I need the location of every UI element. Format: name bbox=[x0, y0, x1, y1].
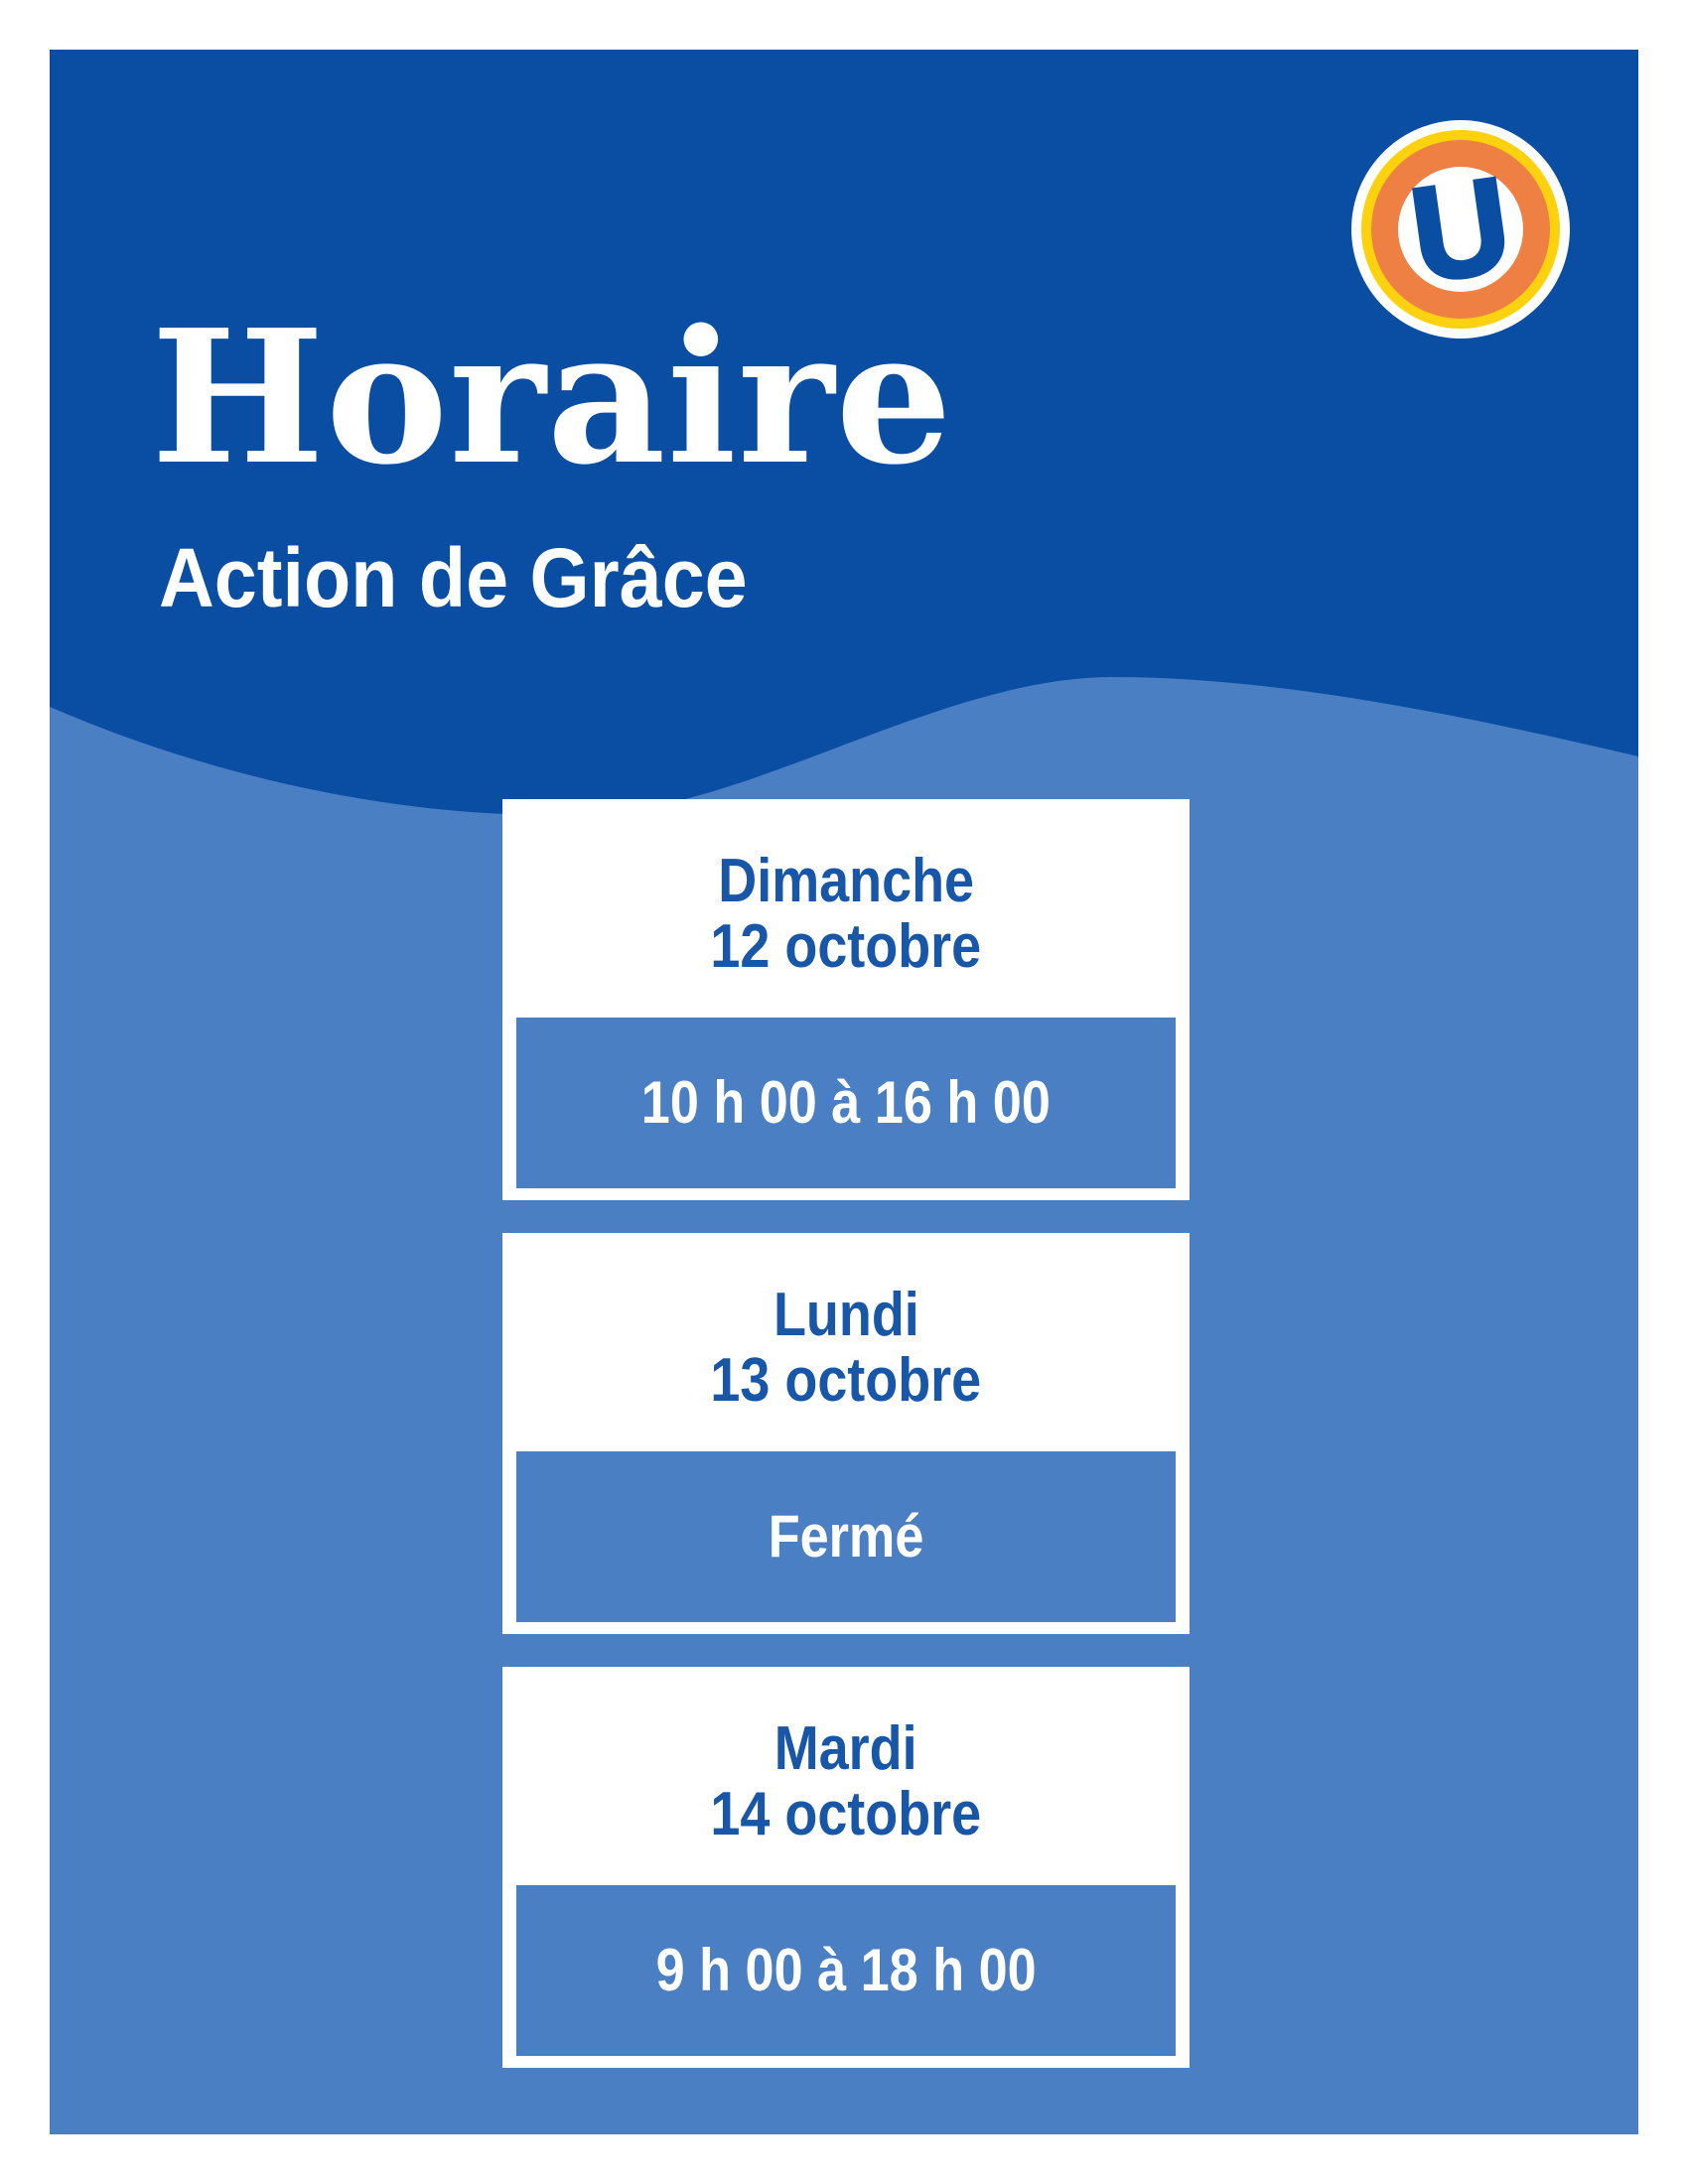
hours-strip bbox=[516, 1018, 1176, 1188]
day-block bbox=[502, 1667, 1190, 1885]
brand-logo-u-icon bbox=[1351, 120, 1570, 339]
day-label bbox=[502, 1716, 1190, 1782]
schedule-card-lundi bbox=[502, 1233, 1190, 1634]
day-block bbox=[502, 1233, 1190, 1451]
day-label bbox=[502, 1283, 1190, 1348]
hours-label: 10 h 00 à 16 h 00 bbox=[640, 1069, 1052, 1136]
date-text: 14 octobre bbox=[710, 1780, 982, 1848]
date-label bbox=[502, 914, 1190, 980]
day-text: Dimanche bbox=[718, 847, 974, 915]
day-text: Mardi bbox=[774, 1714, 917, 1783]
page-subtitle: Action de Grâce bbox=[159, 531, 748, 624]
day-text: Lundi bbox=[773, 1281, 919, 1349]
hours-strip bbox=[516, 1451, 1176, 1622]
schedule-card-dimanche bbox=[502, 799, 1190, 1200]
hours-label: 9 h 00 à 18 h 00 bbox=[655, 1937, 1037, 2003]
hours-strip bbox=[516, 1885, 1176, 2056]
schedule-card-mardi bbox=[502, 1667, 1190, 2068]
date-label bbox=[502, 1348, 1190, 1414]
date-text: 13 octobre bbox=[710, 1346, 982, 1415]
date-text: 12 octobre bbox=[710, 912, 982, 981]
logo-u-letter: U bbox=[1402, 148, 1519, 312]
hours-label: Fermé bbox=[768, 1503, 924, 1570]
page-title: Horaire bbox=[151, 289, 953, 505]
date-label bbox=[502, 1782, 1190, 1847]
day-block bbox=[502, 799, 1190, 1018]
day-label bbox=[502, 849, 1190, 914]
